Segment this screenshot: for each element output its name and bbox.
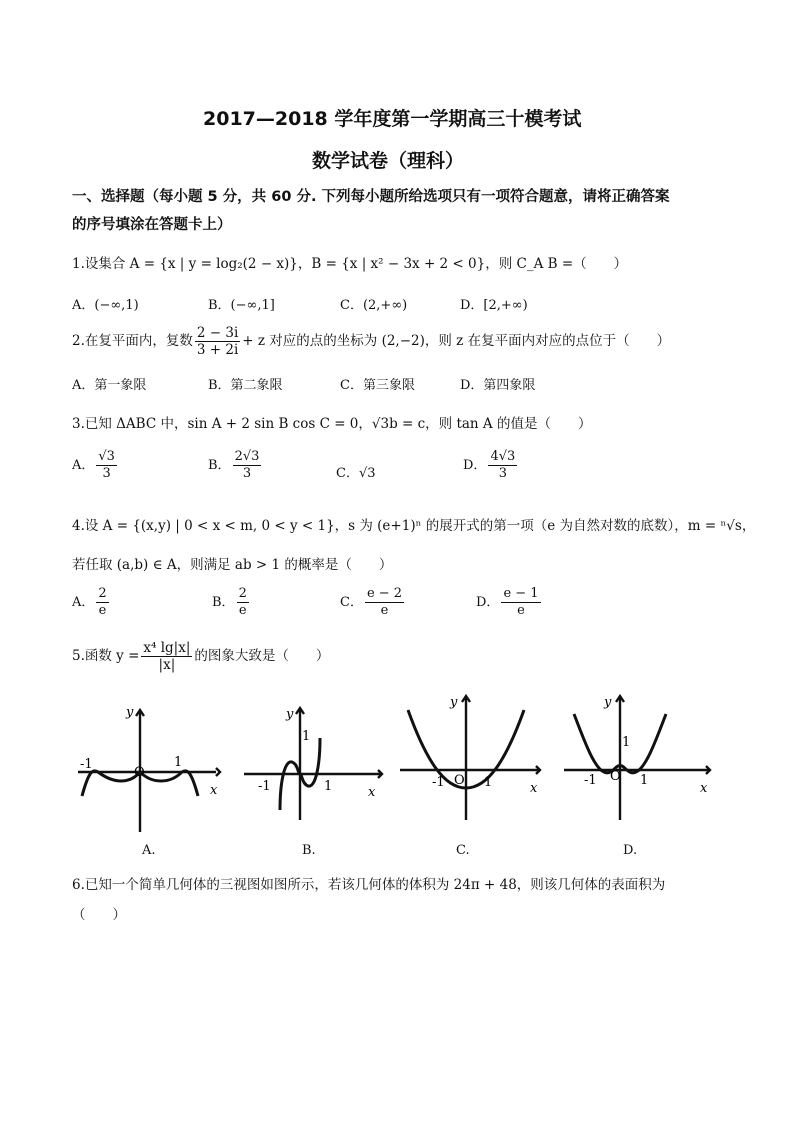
graph-c-tick-minus1: -1 <box>432 775 445 790</box>
question-4-d-denominator: e <box>517 603 525 618</box>
question-1-option-a: A．(−∞,1) <box>72 298 139 313</box>
graph-d-tick-minus1: -1 <box>584 773 597 788</box>
question-4-option-c <box>340 586 406 619</box>
question-5-suffix: 的图象大致是（ ） <box>194 648 330 664</box>
question-5-prefix: 5.函数 y = <box>72 648 140 664</box>
graph-d-x-label: x <box>700 781 708 796</box>
graph-c-tick-1: 1 <box>484 775 493 790</box>
graph-b-tick-1: 1 <box>324 779 333 794</box>
question-2-fraction <box>195 325 240 358</box>
graph-a-tick-minus1: -1 <box>80 757 93 772</box>
question-4-c-denominator: e <box>380 603 389 618</box>
question-1-option-d: D．[2,+∞) <box>460 298 528 313</box>
question-4-option-d-fraction <box>501 586 540 619</box>
graph-c-y-label: y <box>450 695 458 710</box>
graph-d-y-label: y <box>604 695 612 710</box>
question-3-b-denominator: 3 <box>242 466 252 481</box>
graph-a-tick-1: 1 <box>174 755 183 770</box>
graph-a-label: A. <box>142 843 156 858</box>
graph-a-y-label: y <box>126 705 134 720</box>
question-4-option-c-fraction <box>365 586 404 619</box>
question-3-option-a <box>72 449 119 482</box>
question-3-option-b <box>208 449 263 482</box>
question-2-numerator: 2 − 3i <box>196 325 239 341</box>
question-4-d-numerator: e − 1 <box>503 586 539 601</box>
graph-b <box>240 700 390 840</box>
question-3-b-numerator: 2√3 <box>234 449 260 464</box>
graph-c-origin: O <box>454 773 465 788</box>
question-4-letter-a: A． <box>72 595 95 610</box>
section-heading-line2: 的序号填涂在答题卡上） <box>72 217 232 233</box>
question-4-a-numerator: 2 <box>98 586 107 601</box>
question-4-option-b-fraction <box>237 586 249 619</box>
graph-b-tick-1-y: 1 <box>302 729 311 744</box>
question-5-fraction <box>141 640 192 673</box>
question-4-line2: 若任取 (a,b) ∈ A，则满足 ab > 1 的概率是（ ） <box>72 557 393 573</box>
question-2-denominator: 3 + 2i <box>196 342 239 358</box>
question-3-option-d-fraction <box>488 449 517 482</box>
question-2-option-b: B．第二象限 <box>208 378 283 393</box>
question-4-letter-d: D． <box>476 595 500 610</box>
question-3-a-numerator: √3 <box>98 449 115 464</box>
question-1-option-c: C．(2,+∞) <box>340 298 408 313</box>
graph-a <box>74 700 234 840</box>
graph-b-tick-minus1: -1 <box>258 779 271 794</box>
question-5-numerator: x⁴ lg|x| <box>143 640 191 656</box>
graph-c-label: C. <box>456 843 470 858</box>
question-4-option-d <box>476 586 543 619</box>
question-2-option-c: C．第三象限 <box>340 378 415 393</box>
question-3-option-b-fraction <box>233 449 262 482</box>
question-5-denominator: |x| <box>158 657 176 673</box>
graph-b-x-label: x <box>368 785 376 800</box>
question-3-option-d <box>463 449 519 482</box>
question-2-prefix: 2.在复平面内，复数 <box>72 333 193 349</box>
graph-c-x-label: x <box>530 781 538 796</box>
graph-a-origin: O <box>134 765 145 780</box>
question-2-suffix: + z 对应的点的坐标为 (2,−2)，则 z 在复平面内对应的点位于（ ） <box>242 333 671 349</box>
question-3-option-c <box>336 462 376 481</box>
question-1-option-b: B．(−∞,1] <box>208 298 275 313</box>
question-3-option-a-fraction <box>96 449 117 482</box>
question-4-option-a <box>72 586 111 619</box>
question-5-text <box>72 640 329 673</box>
page-subtitle: 数学试卷（理科） <box>312 150 465 172</box>
question-4-c-numerator: e − 2 <box>366 586 403 601</box>
question-4-letter-c: C． <box>340 595 363 610</box>
question-4-a-denominator: e <box>98 603 107 618</box>
question-1-text: 1.设集合 A = {x | y = log₂(2 − x)}，B = {x | x² − 3x + 2 < 0}，则 C_A B =（ ） <box>72 256 628 272</box>
question-4-option-b <box>212 586 251 619</box>
question-3-text: 3.已知 ΔABC 中，sin A + 2 sin B cos C = 0，√3b = c，则 tan A 的值是（ ） <box>72 416 592 432</box>
question-2-option-a: A．第一象限 <box>72 378 147 393</box>
question-2-text <box>72 325 670 358</box>
question-3-c-value: √3 <box>358 466 376 481</box>
question-4-b-denominator: e <box>238 603 247 618</box>
question-3-letter-d: D． <box>463 458 487 473</box>
graph-b-label: B. <box>302 843 316 858</box>
question-3-letter-a: A． <box>72 458 95 473</box>
question-4-b-numerator: 2 <box>238 586 247 601</box>
question-3-a-denominator: 3 <box>102 466 111 481</box>
question-3-letter-c: C． <box>336 466 359 481</box>
question-6-line2: （ ） <box>72 907 126 923</box>
question-2-option-d: D．第四象限 <box>460 378 536 393</box>
graph-a-x-label: x <box>210 783 218 798</box>
question-3-letter-b: B． <box>208 458 231 473</box>
graph-d <box>560 690 720 840</box>
section-heading-line1: 一、选择题（每小题 5 分，共 60 分. 下列每小题所给选项只有一项符合题意，请将正确答案 <box>72 189 670 205</box>
question-6-line1: 6.已知一个简单几何体的三视图如图所示，若该几何体的体积为 24π + 48，则该几何体的表面积为 <box>72 877 666 893</box>
question-3-d-numerator: 4√3 <box>490 449 516 464</box>
question-3-d-denominator: 3 <box>498 466 507 481</box>
question-4-option-a-fraction <box>96 586 108 619</box>
graph-d-tick-1-y: 1 <box>622 735 631 750</box>
page-title: 2017—2018 学年度第一学期高三十模考试 <box>203 108 582 130</box>
graph-d-label: D. <box>623 843 638 858</box>
graph-a-x-arrow <box>216 768 220 776</box>
graph-c <box>398 690 548 840</box>
graph-b-y-label: y <box>286 707 294 722</box>
graph-d-tick-1: 1 <box>640 773 649 788</box>
question-4-letter-b: B． <box>212 595 235 610</box>
graph-d-origin: O <box>610 769 621 784</box>
question-4-line1: 4.设 A = {(x,y) | 0 < x < m, 0 < y < 1}，s 为 (e+1)ⁿ 的展开式的第一项（e 为自然对数的底数），m = ⁿ√s， <box>72 518 756 534</box>
